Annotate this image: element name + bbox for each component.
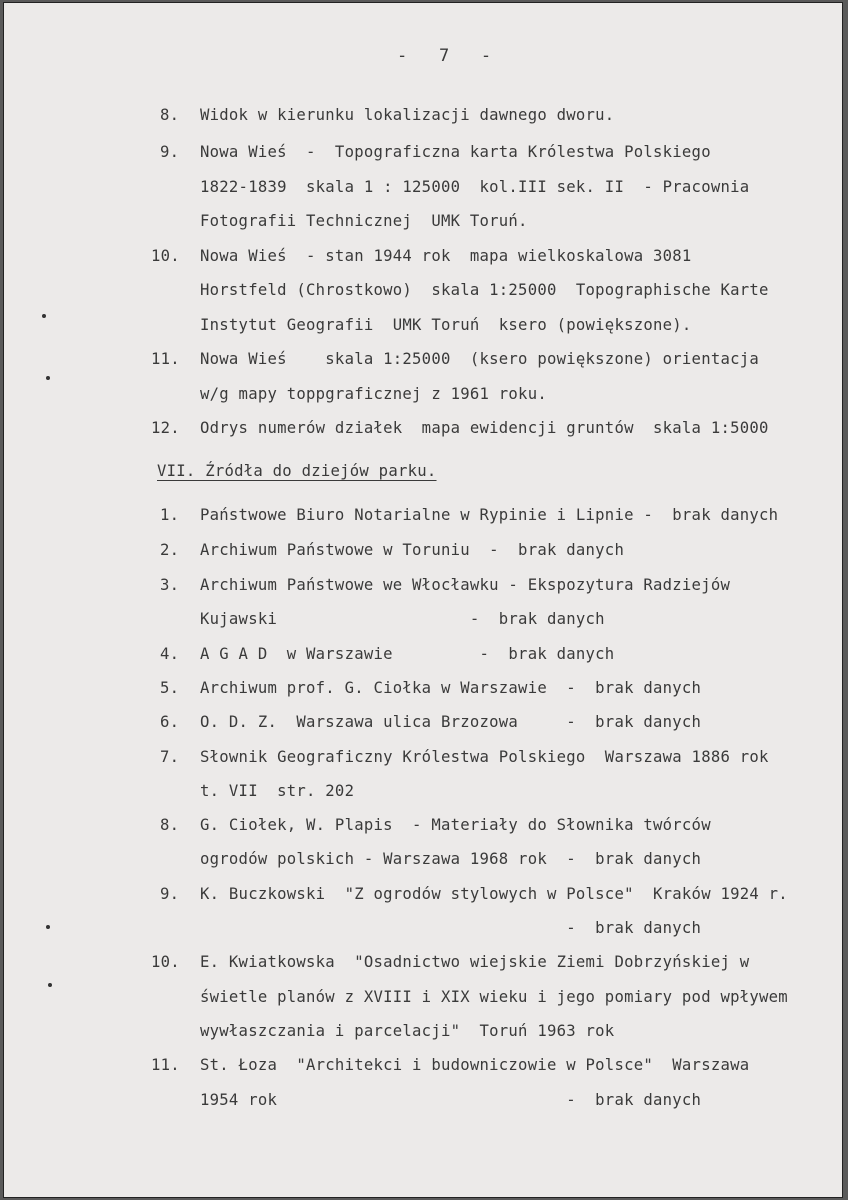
item-text: A G A D w Warszawie - brak danych <box>200 645 615 663</box>
punch-hole-mark <box>48 983 52 987</box>
item-text: Nowa Wieś skala 1:25000 (ksero powiększone) orientacja <box>200 350 760 368</box>
item-number: 10. <box>151 953 180 971</box>
item-text: Słownik Geograficzny Królestwa Polskiego Warszawa 1886 rok <box>200 748 769 766</box>
item-number: 3. <box>160 576 180 594</box>
item-number: 11. <box>151 350 180 368</box>
item-text: wywłaszczania i parcelacji" Toruń 1963 rok <box>200 1022 615 1040</box>
item-number: 11. <box>151 1056 180 1074</box>
item-text: Państwowe Biuro Notarialne w Rypinie i Lipnie - brak danych <box>200 506 779 524</box>
item-text: 1954 rok - brak danych <box>200 1091 702 1109</box>
item-number: 8. <box>160 106 180 124</box>
item-text: Fotografii Technicznej UMK Toruń. <box>200 212 528 230</box>
item-number: 6. <box>160 713 180 731</box>
item-number: 1. <box>160 506 180 524</box>
page-number: - 7 - <box>397 46 492 66</box>
punch-hole-mark <box>42 314 46 318</box>
item-text: Archiwum prof. G. Ciołka w Warszawie - brak danych <box>200 679 702 697</box>
item-text: Archiwum Państwowe w Toruniu - brak danych <box>200 541 625 559</box>
item-text: świetle planów z XVIII i XIX wieku i jego pomiary pod wpływem <box>200 988 788 1006</box>
item-text: Horstfeld (Chrostkowo) skala 1:25000 Topographische Karte <box>200 281 769 299</box>
item-text: E. Kwiatkowska "Osadnictwo wiejskie Ziemi Dobrzyńskiej w <box>200 953 750 971</box>
item-number: 2. <box>160 541 180 559</box>
item-text: Archiwum Państwowe we Włocławku - Ekspozytura Radziejów <box>200 576 731 594</box>
item-text: 1822-1839 skala 1 : 125000 kol.III sek. II - Pracownia <box>200 178 750 196</box>
item-number: 9. <box>160 143 180 161</box>
punch-hole-mark <box>46 376 50 380</box>
item-text: Nowa Wieś - stan 1944 rok mapa wielkoskalowa 3081 <box>200 247 692 265</box>
item-number: 9. <box>160 885 180 903</box>
item-text: St. Łoza "Architekci i budowniczowie w Polsce" Warszawa <box>200 1056 750 1074</box>
item-text: Odrys numerów działek mapa ewidencji gruntów skala 1:5000 <box>200 419 769 437</box>
item-text: K. Buczkowski "Z ogrodów stylowych w Polsce" Kraków 1924 r. <box>200 885 788 903</box>
item-text: Kujawski - brak danych <box>200 610 605 628</box>
item-text: t. VII str. 202 <box>200 782 355 800</box>
item-number: 4. <box>160 645 180 663</box>
item-text: O. D. Z. Warszawa ulica Brzozowa - brak danych <box>200 713 702 731</box>
section-heading: VII. Źródła do dziejów parku. <box>157 462 437 480</box>
item-number: 12. <box>151 419 180 437</box>
item-number: 8. <box>160 816 180 834</box>
item-number: 5. <box>160 679 180 697</box>
item-text: Instytut Geografii UMK Toruń ksero (powiększone). <box>200 316 692 334</box>
item-text: w/g mapy toppgraficznej z 1961 roku. <box>200 385 547 403</box>
item-text: Widok w kierunku lokalizacji dawnego dworu. <box>200 106 615 124</box>
item-text: Nowa Wieś - Topograficzna karta Królestwa Polskiego <box>200 143 711 161</box>
item-text: ogrodów polskich - Warszawa 1968 rok - brak danych <box>200 850 702 868</box>
item-number: 7. <box>160 748 180 766</box>
item-text: G. Ciołek, W. Plapis - Materiały do Słownika twórców <box>200 816 711 834</box>
item-text: - brak danych <box>200 919 702 937</box>
punch-hole-mark <box>46 925 50 929</box>
item-number: 10. <box>151 247 180 265</box>
document-page <box>3 2 843 1198</box>
